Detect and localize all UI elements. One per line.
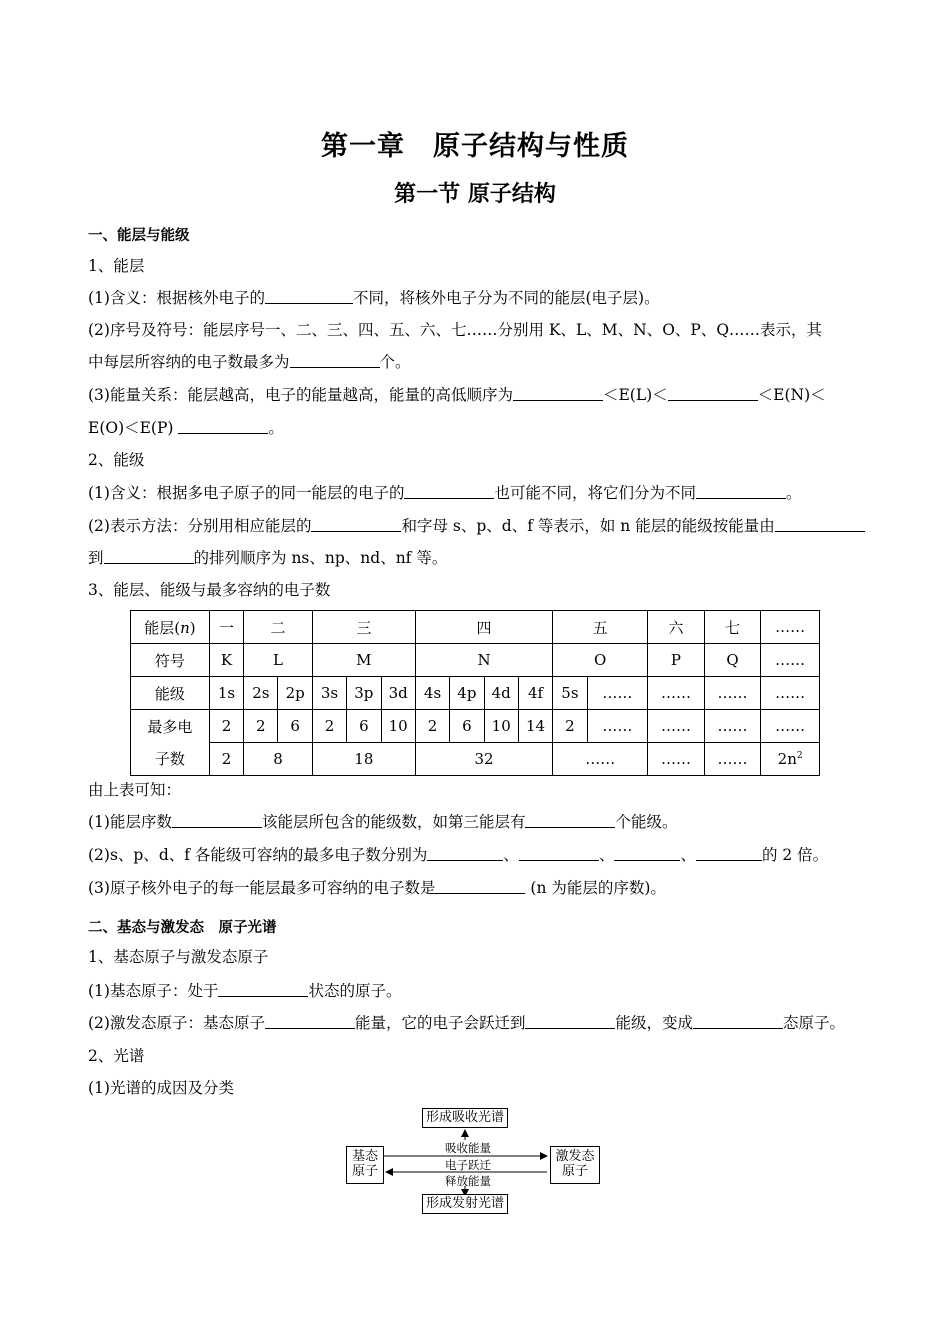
text: 个能级。: [615, 813, 678, 831]
text: 能量，它的电子会跃迁到: [354, 1014, 526, 1032]
table-cell: 2: [415, 710, 449, 743]
section-title: 第一节 原子结构: [394, 181, 556, 207]
text: ＜E(N)＜: [757, 386, 826, 404]
table-cell: 子数: [131, 743, 210, 776]
table-cell: 2s: [244, 677, 278, 710]
text: 和字母 s、p、d、f 等表示，如 n 能层的能级按能量由: [401, 517, 775, 535]
after-line-1: 由上表可知：: [88, 781, 182, 799]
table-cell: 5s: [553, 677, 587, 710]
text: (1)含义：根据核外电子的: [88, 289, 265, 307]
text: 。: [268, 419, 284, 437]
table-cell: ……: [648, 677, 705, 710]
table-cell: ……: [648, 710, 705, 743]
table-cell: Q: [704, 644, 761, 677]
table-cell: ……: [553, 743, 648, 776]
table-cell: ……: [587, 710, 648, 743]
text: 中每层所容纳的电子数最多为: [88, 353, 290, 371]
text: 。: [785, 484, 802, 502]
text: 不同，将核外电子分为不同的能层(电子层)。: [352, 289, 660, 307]
table-cell: 六: [648, 611, 705, 644]
table-cell: 3d: [381, 677, 415, 710]
text: (2)表示方法：分别用相应能层的: [88, 517, 312, 535]
table-cell: 2: [209, 710, 243, 743]
text: 也可能不同，将它们分为不同: [494, 484, 696, 502]
table-cell: M: [312, 644, 415, 677]
table-cell: N: [415, 644, 552, 677]
table-cell: 能级: [131, 677, 210, 710]
text: (2)s、p、d、f 各能级可容纳的最多电子数分别为: [88, 846, 428, 864]
table-cell: O: [553, 644, 648, 677]
table-cell: 14: [518, 710, 552, 743]
s2-sub-heading-1: 1、基态原子与激发态原子: [88, 948, 269, 966]
table-cell: ……: [704, 710, 761, 743]
text: (3)能量关系：能层越高，电子的能量越高，能量的高低顺序为: [88, 386, 513, 404]
table-cell: 2p: [278, 677, 312, 710]
table-cell: K: [209, 644, 243, 677]
heading-2: 二、基态与激发态 原子光谱: [88, 920, 277, 936]
text: (1)基态原子：处于: [88, 982, 219, 1000]
text: 个。: [379, 353, 411, 371]
text: (2)激发态原子：基态原子: [88, 1014, 265, 1032]
text: (1)能层序数: [88, 813, 172, 831]
text: E(O)＜E(P): [88, 419, 179, 437]
text: 态原子。: [783, 1014, 846, 1032]
table-cell: 能层(n): [131, 611, 210, 644]
text: 状态的原子。: [308, 982, 402, 1000]
emission-spectrum-box: 形成发射光谱: [422, 1194, 508, 1214]
table-cell: 三: [312, 611, 415, 644]
table-cell: 3p: [347, 677, 381, 710]
table-cell: 1s: [209, 677, 243, 710]
text: (n 为能层的序数)。: [525, 879, 666, 897]
table-cell: P: [648, 644, 705, 677]
superscript: 2: [796, 751, 803, 761]
sub-heading-1: 1、能层: [88, 257, 145, 275]
sub-heading-3: 3、能层、能级与最多容纳的电子数: [88, 581, 331, 599]
text: 基态: [351, 1149, 378, 1164]
absorption-spectrum-box: 形成吸收光谱: [422, 1108, 508, 1128]
table-cell: 四: [415, 611, 552, 644]
table-cell: 4p: [450, 677, 484, 710]
absorb-label: 吸收能量: [445, 1141, 491, 1155]
transition-label: 电子跃迁: [445, 1158, 491, 1172]
text: 、: [503, 846, 519, 864]
table-cell: 4f: [518, 677, 552, 710]
table-cell: 一: [209, 611, 243, 644]
text: 、: [680, 846, 696, 864]
table-cell: ……: [704, 743, 761, 776]
text: (1)含义：根据多电子原子的同一能层的电子的: [88, 484, 405, 502]
table-cell: 2: [244, 710, 278, 743]
table-cell: 七: [704, 611, 761, 644]
text: 原子: [561, 1164, 588, 1179]
table-cell: ……: [648, 743, 705, 776]
table-cell: ……: [704, 677, 761, 710]
table-cell: 4d: [484, 677, 518, 710]
text: 能级，变成: [615, 1014, 693, 1032]
table-cell: 10: [484, 710, 518, 743]
text: 的 2 倍。: [761, 846, 829, 864]
text: 的排列顺序为 ns、np、nd、nf 等。: [193, 549, 448, 567]
table-cell: 8: [244, 743, 313, 776]
table-cell: 32: [415, 743, 552, 776]
table-cell: 最多电: [131, 710, 210, 743]
text: (3)原子核外电子的每一能层最多可容纳的电子数是: [88, 879, 436, 897]
text: ＜E(L)＜: [602, 386, 668, 404]
table-cell: 3s: [312, 677, 346, 710]
table-cell: 2: [312, 710, 346, 743]
table-cell: ……: [587, 677, 648, 710]
text: 、: [598, 846, 615, 864]
table-cell: 二: [244, 611, 313, 644]
table-cell: 18: [312, 743, 415, 776]
excited-state-box: [550, 1146, 600, 1184]
table-cell: 4s: [415, 677, 449, 710]
table-cell: 6: [347, 710, 381, 743]
text: 到: [88, 549, 104, 567]
text: 激发态: [555, 1149, 595, 1164]
table-cell: ……: [761, 710, 820, 743]
sub-heading-2: 2、能级: [88, 451, 145, 469]
table-cell: 五: [553, 611, 648, 644]
table-cell: 2: [209, 743, 243, 776]
chapter-title: 第一章 原子结构与性质: [321, 131, 629, 162]
table-cell: 10: [381, 710, 415, 743]
table-cell: ……: [761, 611, 820, 644]
table-cell: 6: [450, 710, 484, 743]
table-cell: 2: [553, 710, 587, 743]
table-cell: 符号: [131, 644, 210, 677]
text: 该能层所包含的能级数，如第三能层有: [261, 813, 526, 831]
table-cell: ……: [761, 677, 820, 710]
s2-sub-heading-2: 2、光谱: [88, 1047, 145, 1065]
table-cell: L: [244, 644, 313, 677]
text: (2)序号及符号：能层序号一、二、三、四、五、六、七……分别用 K、L、M、N、O、P、Q……表示，其: [88, 321, 823, 339]
release-label: 释放能量: [445, 1174, 491, 1188]
table-cell: 6: [278, 710, 312, 743]
table-cell: ……: [761, 644, 820, 677]
ground-state-box: [346, 1146, 384, 1184]
heading-1: 一、能层与能级: [88, 228, 190, 244]
formula: 2n: [777, 750, 797, 768]
text: 原子: [351, 1164, 378, 1179]
s2-line-3: (1)光谱的成因及分类: [88, 1079, 234, 1097]
